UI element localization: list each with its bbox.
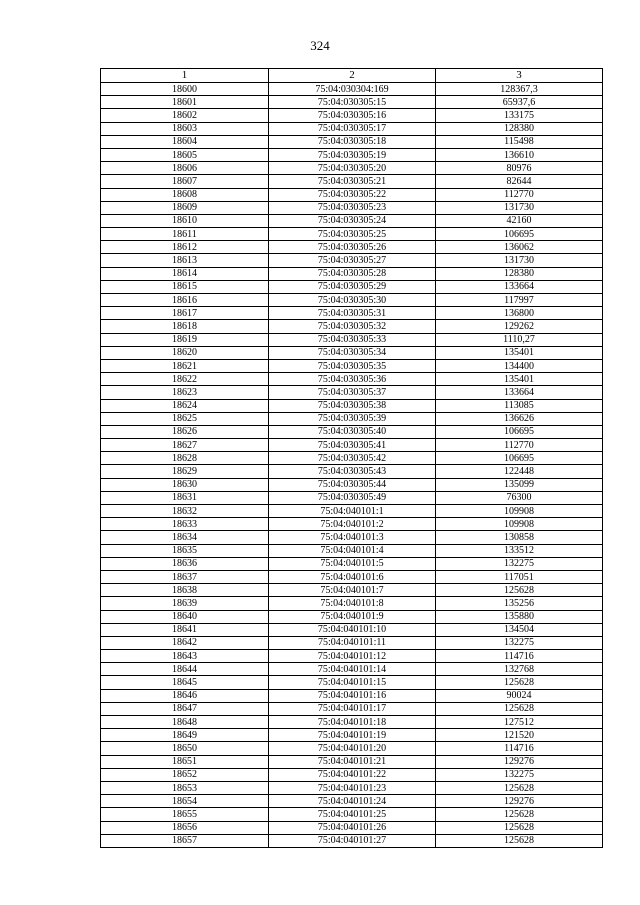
table-row — [101, 109, 603, 122]
cadastral-number-cell: 75:04:040101:20 — [269, 742, 436, 755]
cadastral-number-cell: 75:04:040101:3 — [269, 531, 436, 544]
table-row — [101, 294, 603, 307]
cadastral-number-cell: 75:04:030305:29 — [269, 280, 436, 293]
header-row — [101, 69, 603, 83]
page-number: 324 — [310, 38, 330, 53]
value-cell: 106695 — [436, 228, 603, 241]
row-number-cell: 18615 — [101, 280, 269, 293]
cadastral-number-cell: 75:04:040101:16 — [269, 689, 436, 702]
cadastral-number-cell: 75:04:040101:12 — [269, 650, 436, 663]
value-cell: 128367,3 — [436, 83, 603, 96]
row-number-cell: 18622 — [101, 373, 269, 386]
cadastral-number-cell: 75:04:040101:27 — [269, 834, 436, 847]
value-cell: 80976 — [436, 162, 603, 175]
table-row — [101, 623, 603, 636]
value-cell: 135401 — [436, 346, 603, 359]
row-number-cell: 18629 — [101, 465, 269, 478]
value-cell: 90024 — [436, 689, 603, 702]
value-cell: 131730 — [436, 201, 603, 214]
row-number-cell: 18642 — [101, 636, 269, 649]
row-number-cell: 18607 — [101, 175, 269, 188]
row-number-cell: 18627 — [101, 439, 269, 452]
row-number-cell: 18644 — [101, 663, 269, 676]
value-cell: 76300 — [436, 491, 603, 504]
row-number-cell: 18636 — [101, 557, 269, 570]
table-row — [101, 373, 603, 386]
cadastral-number-cell: 75:04:040101:11 — [269, 636, 436, 649]
row-number-cell: 18605 — [101, 148, 269, 161]
row-number-cell: 18641 — [101, 623, 269, 636]
cadastral-number-cell: 75:04:040101:7 — [269, 584, 436, 597]
value-cell: 125628 — [436, 834, 603, 847]
table-row — [101, 280, 603, 293]
table-row — [101, 241, 603, 254]
table-row — [101, 808, 603, 821]
cadastral-number-cell: 75:04:030305:22 — [269, 188, 436, 201]
value-cell: 82644 — [436, 175, 603, 188]
column-header: 3 — [436, 69, 603, 83]
cadastral-number-cell: 75:04:030305:34 — [269, 346, 436, 359]
value-cell: 129262 — [436, 320, 603, 333]
table-row — [101, 214, 603, 227]
cadastral-number-cell: 75:04:030305:32 — [269, 320, 436, 333]
table-row — [101, 412, 603, 425]
cadastral-number-cell: 75:04:040101:15 — [269, 676, 436, 689]
cadastral-number-cell: 75:04:030305:17 — [269, 122, 436, 135]
table-body — [101, 83, 603, 848]
row-number-cell: 18628 — [101, 452, 269, 465]
row-number-cell: 18631 — [101, 491, 269, 504]
value-cell: 109908 — [436, 518, 603, 531]
table-row — [101, 386, 603, 399]
cadastral-number-cell: 75:04:040101:4 — [269, 544, 436, 557]
table-row — [101, 399, 603, 412]
value-cell: 125628 — [436, 702, 603, 715]
row-number-cell: 18602 — [101, 109, 269, 122]
cadastral-number-cell: 75:04:030305:16 — [269, 109, 436, 122]
table-row — [101, 346, 603, 359]
table-row — [101, 135, 603, 148]
table-row — [101, 557, 603, 570]
value-cell: 122448 — [436, 465, 603, 478]
cadastral-number-cell: 75:04:030305:33 — [269, 333, 436, 346]
row-number-cell: 18620 — [101, 346, 269, 359]
table-row — [101, 781, 603, 794]
cadastral-number-cell: 75:04:030305:18 — [269, 135, 436, 148]
row-number-cell: 18650 — [101, 742, 269, 755]
column-header: 2 — [269, 69, 436, 83]
row-number-cell: 18648 — [101, 716, 269, 729]
table-row — [101, 505, 603, 518]
cadastral-number-cell: 75:04:040101:21 — [269, 755, 436, 768]
cadastral-number-cell: 75:04:040101:10 — [269, 623, 436, 636]
value-cell: 117997 — [436, 294, 603, 307]
value-cell: 131730 — [436, 254, 603, 267]
table-row — [101, 333, 603, 346]
row-number-cell: 18655 — [101, 808, 269, 821]
row-number-cell: 18635 — [101, 544, 269, 557]
cadastral-number-cell: 75:04:030305:23 — [269, 201, 436, 214]
row-number-cell: 18653 — [101, 781, 269, 794]
value-cell: 125628 — [436, 584, 603, 597]
row-number-cell: 18608 — [101, 188, 269, 201]
row-number-cell: 18632 — [101, 505, 269, 518]
row-number-cell: 18657 — [101, 834, 269, 847]
cadastral-number-cell: 75:04:030305:44 — [269, 478, 436, 491]
table-row — [101, 702, 603, 715]
value-cell: 125628 — [436, 781, 603, 794]
value-cell: 136610 — [436, 148, 603, 161]
table-row — [101, 148, 603, 161]
row-number-cell: 18612 — [101, 241, 269, 254]
table-row — [101, 610, 603, 623]
row-number-cell: 18637 — [101, 570, 269, 583]
row-number-cell: 18647 — [101, 702, 269, 715]
row-number-cell: 18634 — [101, 531, 269, 544]
table-row — [101, 228, 603, 241]
row-number-cell: 18603 — [101, 122, 269, 135]
cadastral-number-cell: 75:04:030304:169 — [269, 83, 436, 96]
table-row — [101, 96, 603, 109]
row-number-cell: 18626 — [101, 425, 269, 438]
value-cell: 135401 — [436, 373, 603, 386]
cadastral-number-cell: 75:04:030305:27 — [269, 254, 436, 267]
row-number-cell: 18623 — [101, 386, 269, 399]
cadastral-number-cell: 75:04:040101:22 — [269, 768, 436, 781]
cadastral-number-cell: 75:04:030305:40 — [269, 425, 436, 438]
table-row — [101, 465, 603, 478]
value-cell: 112770 — [436, 439, 603, 452]
value-cell: 125628 — [436, 808, 603, 821]
cadastral-number-cell: 75:04:040101:26 — [269, 821, 436, 834]
cadastral-number-cell: 75:04:030305:21 — [269, 175, 436, 188]
row-number-cell: 18604 — [101, 135, 269, 148]
value-cell: 132768 — [436, 663, 603, 676]
value-cell: 136062 — [436, 241, 603, 254]
table-row — [101, 188, 603, 201]
cadastral-number-cell: 75:04:030305:39 — [269, 412, 436, 425]
cadastral-number-cell: 75:04:040101:25 — [269, 808, 436, 821]
value-cell: 135880 — [436, 610, 603, 623]
table-row — [101, 83, 603, 96]
row-number-cell: 18624 — [101, 399, 269, 412]
value-cell: 115498 — [436, 135, 603, 148]
row-number-cell: 18649 — [101, 729, 269, 742]
cadastral-number-cell: 75:04:030305:24 — [269, 214, 436, 227]
cadastral-number-cell: 75:04:030305:37 — [269, 386, 436, 399]
row-number-cell: 18625 — [101, 412, 269, 425]
row-number-cell: 18610 — [101, 214, 269, 227]
table-row — [101, 359, 603, 372]
row-number-cell: 18638 — [101, 584, 269, 597]
value-cell: 121520 — [436, 729, 603, 742]
row-number-cell: 18619 — [101, 333, 269, 346]
value-cell: 128380 — [436, 122, 603, 135]
table-row — [101, 452, 603, 465]
table-row — [101, 676, 603, 689]
table-row — [101, 478, 603, 491]
value-cell: 117051 — [436, 570, 603, 583]
cadastral-number-cell: 75:04:040101:8 — [269, 597, 436, 610]
value-cell: 114716 — [436, 742, 603, 755]
value-cell: 127512 — [436, 716, 603, 729]
value-cell: 132275 — [436, 636, 603, 649]
table-row — [101, 122, 603, 135]
cadastral-number-cell: 75:04:040101:19 — [269, 729, 436, 742]
table-row — [101, 689, 603, 702]
row-number-cell: 18654 — [101, 795, 269, 808]
value-cell: 106695 — [436, 452, 603, 465]
value-cell: 109908 — [436, 505, 603, 518]
row-number-cell: 18651 — [101, 755, 269, 768]
table-row — [101, 201, 603, 214]
value-cell: 112770 — [436, 188, 603, 201]
row-number-cell: 18617 — [101, 307, 269, 320]
row-number-cell: 18616 — [101, 294, 269, 307]
table-row — [101, 570, 603, 583]
cadastral-number-cell: 75:04:030305:28 — [269, 267, 436, 280]
row-number-cell: 18639 — [101, 597, 269, 610]
cadastral-number-cell: 75:04:040101:9 — [269, 610, 436, 623]
table-row — [101, 425, 603, 438]
row-number-cell: 18601 — [101, 96, 269, 109]
value-cell: 113085 — [436, 399, 603, 412]
row-number-cell: 18621 — [101, 359, 269, 372]
table-row — [101, 162, 603, 175]
row-number-cell: 18606 — [101, 162, 269, 175]
cadastral-number-cell: 75:04:030305:30 — [269, 294, 436, 307]
value-cell: 133664 — [436, 386, 603, 399]
table-row — [101, 768, 603, 781]
cadastral-number-cell: 75:04:040101:6 — [269, 570, 436, 583]
table-row — [101, 821, 603, 834]
row-number-cell: 18652 — [101, 768, 269, 781]
cadastral-number-cell: 75:04:040101:23 — [269, 781, 436, 794]
table-header — [101, 69, 603, 83]
cadastral-number-cell: 75:04:030305:19 — [269, 148, 436, 161]
cadastral-number-cell: 75:04:030305:20 — [269, 162, 436, 175]
table-row — [101, 518, 603, 531]
value-cell: 135099 — [436, 478, 603, 491]
cadastral-number-cell: 75:04:040101:17 — [269, 702, 436, 715]
row-number-cell: 18613 — [101, 254, 269, 267]
row-number-cell: 18656 — [101, 821, 269, 834]
table-row — [101, 544, 603, 557]
table-row — [101, 491, 603, 504]
row-number-cell: 18643 — [101, 650, 269, 663]
value-cell: 132275 — [436, 768, 603, 781]
cadastral-number-cell: 75:04:030305:15 — [269, 96, 436, 109]
value-cell: 42160 — [436, 214, 603, 227]
row-number-cell: 18618 — [101, 320, 269, 333]
table-row — [101, 175, 603, 188]
row-number-cell: 18640 — [101, 610, 269, 623]
value-cell: 65937,6 — [436, 96, 603, 109]
table-row — [101, 663, 603, 676]
table-row — [101, 729, 603, 742]
value-cell: 134504 — [436, 623, 603, 636]
cadastral-number-cell: 75:04:040101:18 — [269, 716, 436, 729]
cadastral-number-cell: 75:04:040101:5 — [269, 557, 436, 570]
value-cell: 1110,27 — [436, 333, 603, 346]
value-cell: 125628 — [436, 821, 603, 834]
table-row — [101, 742, 603, 755]
row-number-cell: 18600 — [101, 83, 269, 96]
value-cell: 132275 — [436, 557, 603, 570]
table-row — [101, 597, 603, 610]
column-header: 1 — [101, 69, 269, 83]
table-row — [101, 531, 603, 544]
table-row — [101, 439, 603, 452]
value-cell: 114716 — [436, 650, 603, 663]
value-cell: 136626 — [436, 412, 603, 425]
cadastral-number-cell: 75:04:030305:38 — [269, 399, 436, 412]
table-row — [101, 636, 603, 649]
table-row — [101, 716, 603, 729]
table-row — [101, 584, 603, 597]
row-number-cell: 18645 — [101, 676, 269, 689]
table-row — [101, 834, 603, 847]
value-cell: 128380 — [436, 267, 603, 280]
cadastral-number-cell: 75:04:030305:26 — [269, 241, 436, 254]
value-cell: 130858 — [436, 531, 603, 544]
value-cell: 129276 — [436, 795, 603, 808]
value-cell: 106695 — [436, 425, 603, 438]
cadastral-number-cell: 75:04:030305:31 — [269, 307, 436, 320]
table-row — [101, 755, 603, 768]
value-cell: 135256 — [436, 597, 603, 610]
cadastral-number-cell: 75:04:040101:14 — [269, 663, 436, 676]
cadastral-number-cell: 75:04:030305:36 — [269, 373, 436, 386]
table-row — [101, 267, 603, 280]
value-cell: 136800 — [436, 307, 603, 320]
value-cell: 129276 — [436, 755, 603, 768]
cadastral-number-cell: 75:04:030305:42 — [269, 452, 436, 465]
table-row — [101, 254, 603, 267]
table-row — [101, 650, 603, 663]
cadastral-number-cell: 75:04:030305:41 — [269, 439, 436, 452]
cadastral-number-cell: 75:04:030305:43 — [269, 465, 436, 478]
row-number-cell: 18633 — [101, 518, 269, 531]
value-cell: 133175 — [436, 109, 603, 122]
cadastral-number-cell: 75:04:030305:35 — [269, 359, 436, 372]
cadastral-number-cell: 75:04:040101:1 — [269, 505, 436, 518]
cadastral-number-cell: 75:04:030305:25 — [269, 228, 436, 241]
table-row — [101, 320, 603, 333]
value-cell: 125628 — [436, 676, 603, 689]
value-cell: 134400 — [436, 359, 603, 372]
cadastral-number-cell: 75:04:040101:24 — [269, 795, 436, 808]
value-cell: 133664 — [436, 280, 603, 293]
value-cell: 133512 — [436, 544, 603, 557]
row-number-cell: 18609 — [101, 201, 269, 214]
cadastral-number-cell: 75:04:040101:2 — [269, 518, 436, 531]
row-number-cell: 18614 — [101, 267, 269, 280]
cadastral-number-cell: 75:04:030305:49 — [269, 491, 436, 504]
table-row — [101, 795, 603, 808]
row-number-cell: 18630 — [101, 478, 269, 491]
data-table — [100, 68, 603, 848]
row-number-cell: 18611 — [101, 228, 269, 241]
row-number-cell: 18646 — [101, 689, 269, 702]
table-row — [101, 307, 603, 320]
